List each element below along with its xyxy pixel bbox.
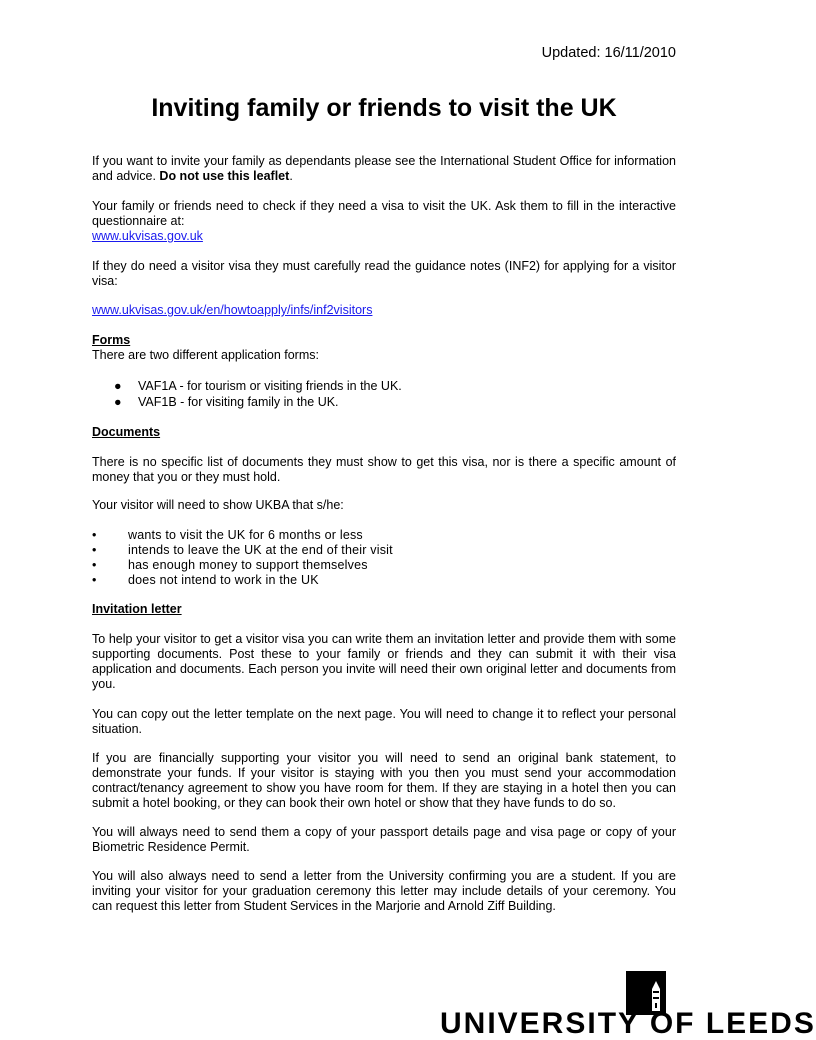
bullet-icon: ● (114, 395, 122, 409)
guidance-text: If they do need a visitor visa they must carefully read the guidance notes (INF2) for applying for a visitor visa: (92, 259, 676, 288)
forms-item-vaf1b: VAF1B - for visiting family in the UK. (138, 395, 339, 409)
bullet-icon: • (92, 543, 97, 557)
ukvisas-link[interactable]: www.ukvisas.gov.uk (92, 229, 203, 243)
invitation-heading-line (92, 602, 676, 617)
requirement-item: has enough money to support themselves (128, 558, 368, 572)
forms-section (92, 333, 676, 363)
guidance-link-line (92, 303, 676, 318)
bullet-icon: ● (114, 379, 122, 393)
invitation-heading: Invitation letter (92, 602, 182, 616)
ukba-paragraph (92, 498, 676, 513)
bullet-icon: • (92, 558, 97, 572)
invitation-paragraph-3: If you are financially supporting your visitor you will need to send an original bank statement, to demonstrate your funds. If your visitor is staying with you then you must send your accommodation contract/tenancy agreement to show you have room for them. If they are staying in a hotel then you can submit a hotel booking, or they can book their own hotel or show that they have funds to do so. (92, 751, 676, 810)
bullet-icon: • (92, 573, 97, 587)
forms-text: There are two different application forms: (92, 348, 319, 362)
requirement-item: wants to visit the UK for 6 months or less (128, 528, 363, 542)
documents-heading: Documents (92, 425, 161, 439)
requirement-item: intends to leave the UK at the end of their visit (128, 543, 393, 557)
requirement-item: does not intend to work in the UK (128, 573, 319, 587)
intro-paragraph: If you want to invite your family as dependants please see the International Student Office for information and advice. Do not use this leaflet. (92, 154, 676, 183)
invitation-paragraph-2: You can copy out the letter template on the next page. You will need to change it to reflect your personal situation. (92, 707, 676, 736)
check-visa-paragraph (92, 199, 676, 244)
forms-item-vaf1a: VAF1A - for tourism or visiting friends in the UK. (138, 379, 402, 393)
documents-text: There is no specific list of documents they must show to get this visa, nor is there a specific amount of money that you or they must hold. (92, 455, 676, 484)
check-visa-text: Your family or friends need to check if they need a visa to visit the UK. Ask them to fill in the interactive questionnaire at: (92, 199, 676, 228)
invitation-paragraph-4: You will always need to send them a copy of your passport details page and visa page or copy of your Biometric Residence Permit. (92, 825, 676, 854)
updated-date: Updated: 16/11/2010 (541, 45, 676, 61)
ukba-text: Your visitor will need to show UKBA that s/he: (92, 498, 344, 512)
intro-text: If you want to invite your family as dependants please see the International Student Office for information and advice. (92, 154, 676, 183)
bullet-icon: • (92, 528, 97, 542)
page-title: Inviting family or friends to visit the UK (151, 94, 617, 122)
guidance-paragraph (92, 259, 676, 289)
intro-warning: Do not use this leaflet (159, 169, 290, 183)
forms-heading: Forms (92, 333, 131, 347)
inf2-guidance-link[interactable]: www.ukvisas.gov.uk/en/howtoapply/infs/inf2visitors (92, 303, 373, 317)
university-logo-text: UNIVERSITY OF LEEDS (440, 1007, 816, 1040)
invitation-paragraph-5: You will also always need to send a letter from the University confirming you are a student. If you are inviting your visitor for your graduation ceremony this letter may include details of your ceremony. You can request this letter from Student Services in the Marjorie and Arnold Ziff Building. (92, 869, 676, 913)
documents-paragraph (92, 455, 676, 485)
documents-heading-line (92, 425, 676, 440)
invitation-paragraph-1: To help your visitor to get a visitor visa you can write them an invitation letter and provide them with some supporting documents. Post these to your family or friends and they can submit it with their visa application and documents. Each person you invite will need their own original letter and documents from you. (92, 632, 676, 691)
